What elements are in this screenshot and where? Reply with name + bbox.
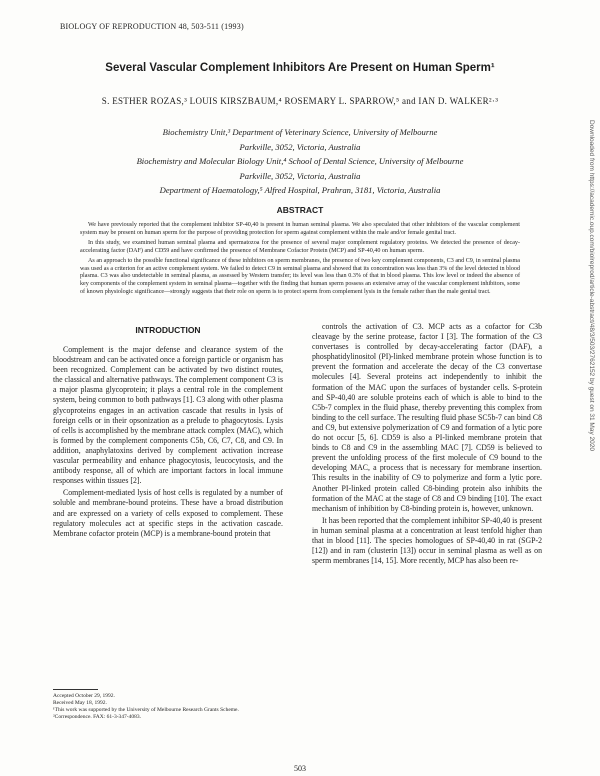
footnote: Accepted October 29, 1992. xyxy=(53,693,115,699)
footnote: Received May 18, 1992. xyxy=(53,700,107,706)
left-column xyxy=(53,345,283,541)
right-column xyxy=(312,322,542,568)
running-head: BIOLOGY OF REPRODUCTION 48, 503-511 (1993) xyxy=(60,22,244,31)
body-paragraph: controls the activation of C3. MCP acts as a cofactor for C3b cleavage by the serine protease, factor I [3]. The formation of the C3 convertases is controlled by decay-accelerating factor (DAF), a phosphatidylinositol (PI)-linked membrane protein whose function is to prevent the formation and accelerate the decay of the C3 convertase molecules [4]. Several proteins act independently to inhibit the formation of the MAC upon the surfaces of bystander cells. S-protein and SP-40,40 are soluble proteins each of which is able to bind to the C5b-7 complex in the fluid phase, thereby preventing this complex from binding to the cell surface. The resulting fluid phase SC5b-7 can bind C8 and C9, but extensive polymerization of C9 and formation of a lytic pore do not occur [5, 6]. CD59 is also a PI-linked membrane protein that binds to C8 and C9 in the assembling MAC [7]. CD59 is believed to prevent the unfolding process of the first molecule of C9 bound to the developing MAC, a process that is necessary for membrane insertion. This results in the inability of C9 to polymerize and form a lytic pore. Another PI-linked protein called C8-binding protein also inhibits the formation of the MAC at the stage of C8 and C9 binding [10]. The exact mechanism of inhibition by C8-binding protein is, however, unknown. xyxy=(312,322,542,513)
paper-title: Several Vascular Complement Inhibitors Are Present on Human Sperm¹ xyxy=(105,62,495,74)
abstract-paragraph: We have previously reported that the complement inhibitor SP-40,40 is present in human seminal plasma. We also speculated that other inhibitors of the vascular complement system may be present on human sperm for the purpose of providing protection for sperm against complement within the male and/or female genital tract. xyxy=(80,222,520,236)
footnote: ¹This work was supported by the University of Melbourne Research Grants Scheme. xyxy=(53,707,239,713)
abstract-paragraph: As an approach to the possible functional significance of these inhibitors on sperm membranes, the presence of two key complement components, C3 and C9, in seminal plasma was used as a criterion for an active complement system. We failed to detect C9 in seminal plasma and showed that its concentration was less than 3% of the level detected in blood plasma. C3 was also undetectable in seminal plasma, as assessed by Western transfer; its level was less than 0.3% of that in blood plasma. This low level or indeed the absence of key components of the complement system in seminal plasma—together with the finding that human sperm possess an extensive array of the vascular complement inhibitors, some of known physiologic significance—strongly suggests that their role on sperm is to protect sperm from complement lysis in the female rather than the male genital tract. xyxy=(80,257,520,296)
body-paragraph: Complement is the major defense and clearance system of the bloodstream and can be activated once a foreign particle or organism has been recognized. Complement can be activated by two distinct routes, the classical and alternative pathways. The complement component C3 is a major plasma glycoprotein; it plays a central role in the complement system, being common to both pathways [1]. C3 along with other plasma glycoproteins engages in an activation cascade that results in lysis of foreign cells or in their opsonization as a prelude to phagocytosis. Lysis of cells is accomplished by the membrane attack complex (MAC), which is formed by the complement components C5b, C6, C7, C8, and C9. In addition, anaphylatoxins derived by complement activation increase vascular permeability and enhance phagocytosis, leucocytosis, and the antibody response, all of which are important factors in local immune responses within tissues [2]. xyxy=(53,345,283,486)
abstract-body xyxy=(80,222,520,299)
affiliation-line: Parkville, 3052, Victoria, Australia xyxy=(239,170,361,181)
affiliation-line: Parkville, 3052, Victoria, Australia xyxy=(239,141,361,152)
body-paragraph: Complement-mediated lysis of host cells is regulated by a number of soluble and membrane-bound proteins. These have a broad distribution and are expressed on a variety of cells exposed to complement. These regulatory molecules act at specific steps in the activation cascade. Membrane cofactor protein (MCP) is a membrane-bound protein that xyxy=(53,488,283,538)
footnote-divider xyxy=(53,689,98,690)
author-list: S. ESTHER ROZAS,³ LOUIS KIRSZBAUM,⁴ ROSEMARY L. SPARROW,⁵ and IAN D. WALKER²·³ xyxy=(101,96,499,106)
abstract-paragraph: In this study, we examined human seminal plasma and spermatozoa for the presence of several major complement regulatory proteins. We detected the presence of decay-accelerating factor (DAF) and CD59 and have confirmed the presence of Membrane Cofactor Protein (MCP) and SP-40,40 on human sperm. xyxy=(80,239,520,254)
footnotes xyxy=(53,693,283,721)
introduction-heading: INTRODUCTION xyxy=(135,325,201,335)
affiliation-line: Biochemistry and Molecular Biology Unit,⁴ School of Dental Science, University of Melbourne xyxy=(136,156,464,166)
download-stamp: Downloaded from https://academic.oup.com/biolreprod/article-abstract/48/3/503/2762152 by guest on 31 May 2020 xyxy=(588,120,595,451)
affiliation-line: Department of Haematology,⁵ Alfred Hospital, Prahran, 3181, Victoria, Australia xyxy=(159,185,441,195)
page-number: 503 xyxy=(294,764,306,773)
footnote: ²Correspondence. FAX: 61-3-347-4083. xyxy=(53,714,142,720)
affiliation-line: Biochemistry Unit,³ Department of Veterinary Science, University of Melbourne xyxy=(162,127,438,137)
abstract-heading: ABSTRACT xyxy=(276,205,324,215)
body-paragraph: It has been reported that the complement inhibitor SP-40,40 is present in human seminal plasma at a concentration at least tenfold higher than that in blood [11]. The species homologues of SP-40,40 in rat (SGP-2 [12]) and in ram (clusterin [13]) occur in seminal plasma as well as on sperm membranes [14, 15]. More recently, MCP has also been re- xyxy=(312,515,542,566)
affiliations xyxy=(40,125,560,198)
